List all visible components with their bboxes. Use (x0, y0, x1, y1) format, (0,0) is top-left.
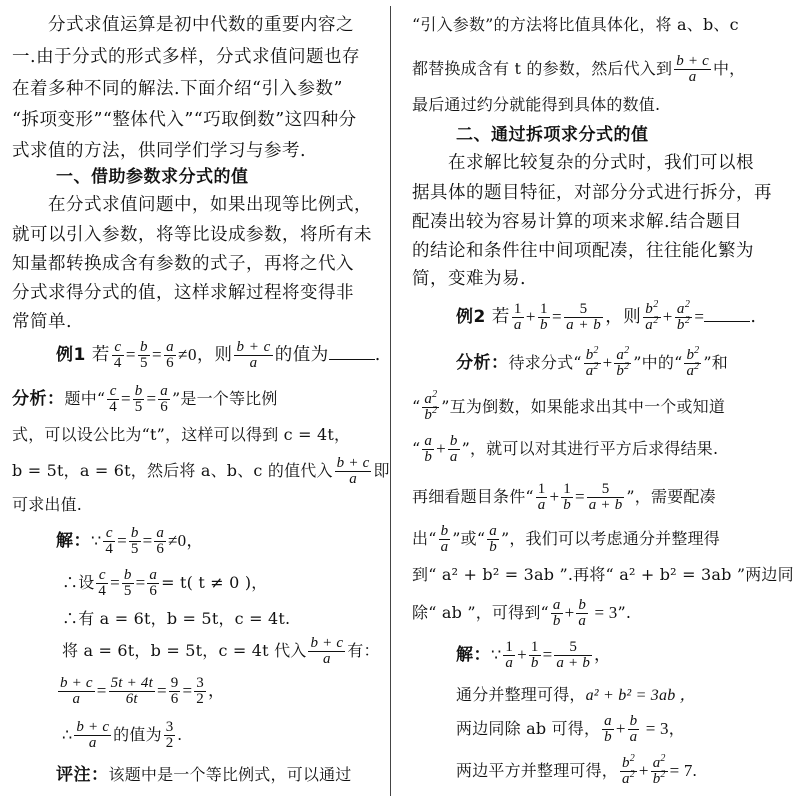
paragraph-line: 配凑出较为容易计算的项来求解.结合题目 (412, 212, 743, 232)
fraction: $\frac{b + c}{a}$ (310, 635, 344, 667)
because-symbol: ∵ (491, 645, 502, 664)
solution-2-line-3: 两边同除 ab 可得， $\frac{a}{b}$ + $\frac{b}{a}$ = 3， (456, 713, 685, 745)
text: 将 a = 6t，b = 5t，c = 4t 代入 (62, 641, 307, 660)
fraction: $\frac{1}{a}$ (513, 301, 522, 333)
solution-1-line-1: 解：∵ $\frac{c}{4}$ = $\frac{b}{5}$ = $\frac{a}{6}$ ≠0， (56, 525, 204, 557)
analysis-2-line-3: “ $\frac{a}{b}$ + $\frac{b}{a}$ ”，就可以对其进行平方后求得结果. (412, 433, 719, 465)
analysis-2-line-6: 到“ a² + b² = 3ab ”.再将“ a² + b² = 3ab ”两边同 (412, 565, 794, 584)
fraction: $\frac{c}{4}$ (105, 525, 114, 557)
continued-line (412, 54, 745, 85)
analysis-2-line-1: 分析：待求分式“ $\frac{b^2}{a^2}$ + $\frac{a^2}{b^2}$ ”中的“ $\frac{b^2}{a^2}$ ”和 (456, 345, 728, 379)
text: 两边平方并整理可得， (456, 761, 619, 780)
fraction: $\frac{1}{b}$ (530, 639, 539, 671)
intro-line: 一.由于分式的形式多样，分式求值问题也存 (12, 47, 361, 67)
text: ”是一个等比例 (171, 389, 278, 408)
fraction: $\frac{3}{2}$ (165, 719, 174, 751)
fraction: $\frac{a^2}{b^2}$ (616, 345, 630, 379)
ze-text: 则 (214, 345, 233, 365)
fraction: $\frac{b}{a}$ (629, 713, 638, 745)
solution-1-line-4 (12, 636, 380, 667)
intro-line: 分式求值运算是初中代数的重要内容之 (48, 15, 354, 35)
fraction: $\frac{b}{a}$ (449, 433, 458, 465)
text: 除“ ab ”，可得到“ (412, 603, 549, 622)
text: ∴设 (62, 573, 95, 592)
example-2: 例2 若 $\frac{1}{a}$ + $\frac{1}{b}$ = $\frac{5}{a + b}$ ，则 $\frac{b^2}{a^2}$ + $\frac{a^2}{b^2}$ = . (456, 299, 757, 333)
text: ∴ (62, 725, 73, 744)
analysis-1-line-2: 式，可以设公比为“t”，这样可以得到 c = 4t， (12, 425, 351, 444)
continued-line: 最后通过约分就能得到具体的数值. (412, 95, 661, 114)
paragraph-line: 知量都转换成含有参数的式子，再将之代入 (12, 254, 354, 274)
comment-label: 评注： (56, 765, 109, 785)
text: ，就可以对其进行平方后求得结果. (469, 439, 719, 458)
fraction: $\frac{a}{6}$ (166, 339, 175, 371)
fraction: $\frac{a}{6}$ (156, 525, 165, 557)
continued-line: “引入参数”的方法将比值具体化，将 a、b、c (412, 15, 739, 34)
tail-text: 的值为 (274, 345, 329, 365)
fraction: $\frac{a^2}{b^2}$ (652, 753, 666, 787)
analysis-1-line-3 (12, 456, 390, 487)
solution-2-line-4: 两边平方并整理可得， $\frac{b^2}{a^2}$ + $\frac{a^2}{b^2}$ = 7. (456, 753, 698, 787)
analysis-2-line-2: “ $\frac{a^2}{b^2}$ ”互为倒数，如果能求出其中一个或知道 (412, 389, 726, 423)
text: ”中的“ (633, 353, 683, 372)
fraction: $\frac{a}{b}$ (604, 713, 612, 745)
fraction: $\frac{b}{a}$ (578, 597, 587, 629)
fraction: $\frac{a}{b}$ (424, 433, 433, 465)
text: 中， (712, 59, 746, 78)
paragraph-line: 常简单. (12, 312, 73, 332)
text: ， (668, 719, 685, 738)
fraction: $\frac{b}{5}$ (134, 383, 143, 415)
solution-1-line-2: ∴设 $\frac{c}{4}$ = $\frac{b}{5}$ = $\frac{a}{6}$ = t( t ≠ 0 )， (62, 567, 268, 599)
text: 再细看题目条件“ (412, 487, 534, 506)
answer-blank (329, 345, 375, 360)
fraction: $\frac{b}{5}$ (140, 339, 149, 371)
solution-2-line-1: 解：∵ $\frac{1}{a}$ + $\frac{1}{b}$ = $\frac{5}{a + b}$ ， (456, 639, 612, 671)
text: b = 5t，a = 6t，然后将 a、b、c 的值代入 (12, 461, 333, 480)
solution-2-line-2 (412, 682, 696, 709)
section-heading-1: 一、借助参数求分式的值 (56, 167, 249, 187)
fraction: $\frac{b}{5}$ (123, 567, 132, 599)
fraction: $\frac{a}{b}$ (489, 523, 497, 555)
fraction: $\frac{1}{a}$ (505, 639, 514, 671)
text: 有： (347, 641, 380, 660)
intro-line: 在着多种不同的解法.下面介绍“引入参数” (12, 79, 343, 99)
right-column (412, 6, 794, 808)
text: 即 (373, 461, 390, 480)
example-label: 例2 (456, 307, 486, 327)
analysis-1-line-1: 分析：题中“ $\frac{c}{4}$ = $\frac{b}{5}$ = $\frac{a}{6}$ ”是一个等比例 (12, 383, 278, 415)
solution-1-line-5: $\frac{b + c}{a}$ = $\frac{5t + 4t}{6t}$ = $\frac{9}{6}$ = $\frac{3}{2}$ ， (60, 675, 226, 707)
fraction: $\frac{b^2}{a^2}$ (585, 345, 599, 379)
text: 题中“ (64, 389, 106, 408)
analysis-2-line-5 (412, 524, 720, 555)
fraction: $\frac{b^2}{a^2}$ (645, 299, 659, 333)
text: 待求分式“ (508, 353, 582, 372)
fraction: $\frac{b + c}{a}$ (76, 719, 110, 751)
section-heading-2: 二、通过拆项求分式的值 (456, 125, 649, 145)
fraction: $\frac{5}{a + b}$ (556, 639, 591, 671)
text: a² + b² = 3ab ， (585, 687, 696, 704)
text: ”，我们可以考虑通分并整理得 (500, 529, 720, 548)
paragraph-line: 分式求得分式的值，这样求解过程将变得非 (12, 283, 354, 303)
fraction: $\frac{c}{4}$ (98, 567, 107, 599)
fraction: $\frac{5}{a + b}$ (566, 301, 602, 333)
fraction: $\frac{a^2}{b^2}$ (676, 299, 691, 333)
text: 通分并整理可得， (456, 685, 586, 704)
solution-label: 解： (456, 645, 491, 665)
because-symbol: ∵ (91, 531, 102, 550)
fraction: $\frac{b}{a}$ (440, 523, 449, 555)
text: 该题中是一个等比例式，可以通过 (108, 765, 352, 784)
solution-1-line-3: ∴有 a = 6t，b = 5t，c = 4t. (62, 609, 291, 628)
fraction: $\frac{5}{a + b}$ (588, 481, 623, 513)
fraction: $\frac{3}{2}$ (196, 675, 204, 707)
paragraph-line: 在求解比较复杂的分式时，我们可以根 (448, 153, 754, 173)
paragraph-line: 在分式求值问题中，如果出现等比例式， (48, 195, 372, 215)
fraction: $\frac{b^2}{a^2}$ (622, 753, 635, 787)
analysis-label: 分析： (456, 353, 509, 373)
text: 都替换成含有 t 的参数，然后代入到 (412, 59, 673, 78)
fraction: $\frac{b + c}{a}$ (336, 455, 370, 487)
fraction: $\frac{5t + 4t}{6t}$ (110, 675, 153, 707)
fraction: $\frac{c}{4}$ (113, 339, 122, 371)
comment-line (12, 762, 352, 788)
ruo-text: 若 (91, 345, 110, 365)
fraction: $\frac{1}{a}$ (537, 481, 546, 513)
fraction: $\frac{a}{6}$ (160, 383, 168, 415)
fraction: $\frac{9}{6}$ (170, 675, 179, 707)
analysis-1-line-4: 可求出值. (12, 495, 83, 514)
solution-1-line-6: ∴ $\frac{b + c}{a}$ 的值为 $\frac{3}{2}$ . (62, 719, 182, 751)
text: 出“ (412, 529, 437, 548)
text: ”或“ (452, 529, 486, 548)
text: ”互为倒数，如果能求出其中一个或知道 (441, 397, 726, 416)
intro-line: “拆项变形”“整体代入”“巧取倒数”这四种分 (12, 110, 357, 130)
fraction: $\frac{1}{b}$ (563, 481, 571, 513)
ze-text: ，则 (605, 307, 642, 327)
analysis-label: 分析： (12, 389, 65, 409)
text: = 7. (669, 761, 698, 780)
analysis-2-line-4: 再细看题目条件“ $\frac{1}{a}$ + $\frac{1}{b}$ = $\frac{5}{a + b}$ ”，需要配凑 (412, 481, 716, 513)
text: ”和 (703, 353, 728, 372)
text: ”. (617, 603, 632, 622)
paragraph-line: 就可以引入参数，将等比设成参数，将所有未 (12, 225, 372, 245)
ruo-text: 若 (491, 307, 510, 327)
left-column (12, 6, 391, 796)
fraction: $\frac{b + c}{a}$ (676, 53, 709, 85)
paragraph-line: 的结论和条件往中间项配凑，往往能化繁为 (412, 241, 754, 261)
fraction: $\frac{b + c}{a}$ (60, 675, 93, 707)
fraction: $\frac{b + c}{a}$ (236, 339, 271, 371)
paragraph-line: 据具体的题目特征，对部分分式进行拆分，再 (412, 183, 772, 203)
example-1: 例1 若 $\frac{c}{4}$ = $\frac{b}{5}$ = $\frac{a}{6}$ ≠0，则 $\frac{b + c}{a}$ 的值为 . (56, 339, 381, 371)
fraction: $\frac{1}{b}$ (540, 301, 549, 333)
solution-label: 解： (56, 531, 91, 551)
text: 的值为 (113, 725, 162, 744)
text: 两边同除 ab 可得， (456, 719, 601, 738)
text: ”，需要配凑 (626, 487, 716, 506)
fraction: $\frac{c}{4}$ (109, 383, 117, 415)
paragraph-line: 简，变难为易. (412, 269, 527, 289)
fraction: $\frac{a^2}{b^2}$ (424, 389, 438, 423)
example-label: 例1 (56, 345, 86, 365)
fraction: $\frac{a}{b}$ (552, 597, 561, 629)
text: = t( t ≠ 0 )， (161, 573, 268, 592)
fraction: $\frac{b}{5}$ (130, 525, 139, 557)
fraction: $\frac{b^2}{a^2}$ (686, 345, 700, 379)
answer-blank (704, 307, 750, 322)
intro-line: 式求值的方法，供同学们学习与参考. (12, 141, 307, 161)
analysis-2-line-7: 除“ ab ”，可得到“ $\frac{a}{b}$ + $\frac{b}{a}$ = 3”. (412, 597, 632, 629)
fraction: $\frac{a}{6}$ (149, 567, 158, 599)
